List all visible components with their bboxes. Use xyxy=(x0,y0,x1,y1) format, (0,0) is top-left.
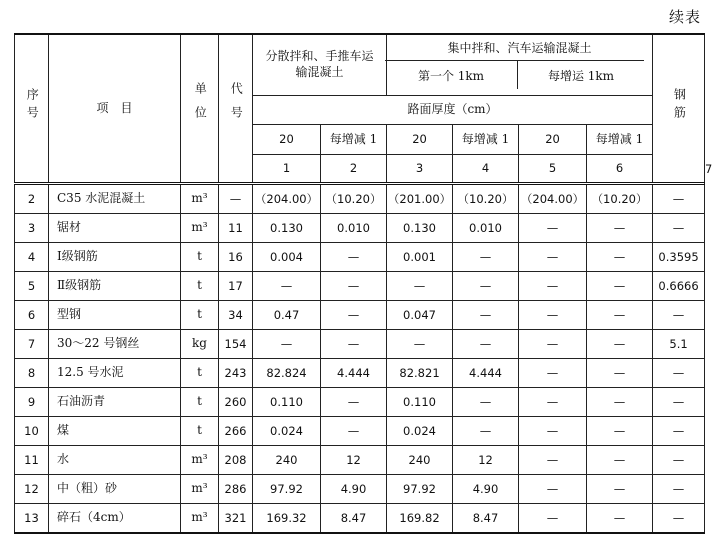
cell-unit: t xyxy=(181,359,219,388)
cell-unit: t xyxy=(181,301,219,330)
cell-c3: 0.047 xyxy=(387,301,453,330)
cell-c7: — xyxy=(653,184,705,214)
cell-c6: — xyxy=(587,359,653,388)
table-row xyxy=(15,475,705,504)
cell-c4: 8.47 xyxy=(453,504,519,534)
cell-name: 碎石（4cm） xyxy=(49,504,181,534)
cell-c4: — xyxy=(453,272,519,301)
cell-c2: 4.444 xyxy=(321,359,387,388)
cell-code: 154 xyxy=(219,330,253,359)
cell-c4: — xyxy=(453,301,519,330)
thick-col-5: 20 xyxy=(519,125,587,155)
cell-c3: 97.92 xyxy=(387,475,453,504)
header-group-a: 分散拌和、手推车运输混凝土 xyxy=(253,34,387,96)
cell-c7: — xyxy=(653,359,705,388)
cell-c7: 0.3595 xyxy=(653,243,705,272)
col-num-6: 6 xyxy=(587,155,653,184)
table-body xyxy=(15,184,705,534)
table-row xyxy=(15,359,705,388)
cell-c4: — xyxy=(453,388,519,417)
cell-seq: 11 xyxy=(15,446,49,475)
cell-c6: — xyxy=(587,330,653,359)
cell-code: 16 xyxy=(219,243,253,272)
header-unit: 单位 xyxy=(181,34,219,184)
cell-c1: — xyxy=(253,330,321,359)
cell-seq: 8 xyxy=(15,359,49,388)
cell-c1: 97.92 xyxy=(253,475,321,504)
cell-c6: — xyxy=(587,388,653,417)
cell-code: 34 xyxy=(219,301,253,330)
cell-seq: 6 xyxy=(15,301,49,330)
cell-c7: 0.6666 xyxy=(653,272,705,301)
cell-c6: — xyxy=(587,243,653,272)
table-row xyxy=(15,301,705,330)
header-seq: 序号 xyxy=(15,34,49,184)
cell-unit: t xyxy=(181,272,219,301)
cell-c5: （204.00） xyxy=(519,184,587,214)
col-num-5: 5 xyxy=(519,155,587,184)
cell-c5: — xyxy=(519,359,587,388)
cell-seq: 10 xyxy=(15,417,49,446)
cell-code: 286 xyxy=(219,475,253,504)
cell-seq: 5 xyxy=(15,272,49,301)
cell-seq: 12 xyxy=(15,475,49,504)
cell-seq: 4 xyxy=(15,243,49,272)
cell-name: C35 水泥混凝土 xyxy=(49,184,181,214)
cell-unit: m³ xyxy=(181,446,219,475)
cell-c5: — xyxy=(519,504,587,534)
thick-col-1: 20 xyxy=(253,125,321,155)
cell-c4: 12 xyxy=(453,446,519,475)
table-row xyxy=(15,184,705,214)
cell-c5: — xyxy=(519,417,587,446)
cell-c4: 4.90 xyxy=(453,475,519,504)
quota-table: 序号 项 目 单位 代号 分散拌和、手推车运输混凝土 集中拌和、汽车运输混凝土 钢筋 路面厚度（cm） 20 每增减 1 20 每增减 1 20 每增减 1 1 2 3 4 5 6 7 2 C35 水泥混凝土 m³ — （204.00） （10.20） （201.00） （10.20） （204.00） （10.20） — 3 锯材 m³ 11 0.130 0.010 0.130 0.010 — — — 4 Ⅰ级钢筋 t 16 0.004 — 0.001 — — — 0.3595 5 Ⅱ级钢筋 t 17 — — — — — — 0.6666 6 型钢 t 34 0.47 — 0.047 — — — — 7 30～22 号钢丝 kg 154 — — — — — — 5.1 8 12.5 号水泥 t 243 82.824 4.444 82.821 4.444 — — — 9 石油沥青 t 260 0.110 — 0.110 — — — — 10 煤 t 266 0.024 — 0.024 — — — — 11 水 m³ 208 240 12 240 12 — — — 12 中（粗）砂 m³ 286 97.92 4.90 97.92 4.90 — — — 13 碎石（4cm） m³ 321 169.32 8.47 169.82 8.47 — — — xyxy=(14,33,705,534)
cell-c2: — xyxy=(321,417,387,446)
cell-unit: m³ xyxy=(181,214,219,243)
thick-col-6: 每增减 1 xyxy=(587,125,653,155)
cell-c2: （10.20） xyxy=(321,184,387,214)
cell-c7: — xyxy=(653,417,705,446)
cell-c3: — xyxy=(387,330,453,359)
cell-c3: 0.001 xyxy=(387,243,453,272)
cell-c3: （201.00） xyxy=(387,184,453,214)
cell-c1: 169.32 xyxy=(253,504,321,534)
table-row xyxy=(15,417,705,446)
cell-c2: — xyxy=(321,330,387,359)
table-row xyxy=(15,214,705,243)
cell-c5: — xyxy=(519,475,587,504)
cell-c6: — xyxy=(587,475,653,504)
cell-c5: — xyxy=(519,272,587,301)
cell-name: 石油沥青 xyxy=(49,388,181,417)
sub-first-km: 第一个 1km xyxy=(385,61,518,89)
cell-c2: 4.90 xyxy=(321,475,387,504)
cell-c5: — xyxy=(519,446,587,475)
cell-seq: 7 xyxy=(15,330,49,359)
cell-c1: （204.00） xyxy=(253,184,321,214)
cell-code: 260 xyxy=(219,388,253,417)
thick-col-4: 每增减 1 xyxy=(453,125,519,155)
cell-code: 243 xyxy=(219,359,253,388)
cell-name: 12.5 号水泥 xyxy=(49,359,181,388)
cell-unit: m³ xyxy=(181,475,219,504)
cell-c7: 5.1 xyxy=(653,330,705,359)
cell-code: 266 xyxy=(219,417,253,446)
cell-name: 型钢 xyxy=(49,301,181,330)
header-group-b: 集中拌和、汽车运输混凝土 xyxy=(387,34,653,96)
cell-seq: 3 xyxy=(15,214,49,243)
cell-c1: 0.110 xyxy=(253,388,321,417)
cell-c4: — xyxy=(453,330,519,359)
cell-c6: — xyxy=(587,446,653,475)
cell-code: 321 xyxy=(219,504,253,534)
cell-name: 锯材 xyxy=(49,214,181,243)
table-row xyxy=(15,330,705,359)
cell-c3: 169.82 xyxy=(387,504,453,534)
cell-c1: 0.004 xyxy=(253,243,321,272)
cell-unit: m³ xyxy=(181,504,219,534)
cell-unit: t xyxy=(181,417,219,446)
sub-each-km: 每增运 1km xyxy=(547,68,615,83)
cell-name: 煤 xyxy=(49,417,181,446)
cell-c5: — xyxy=(519,388,587,417)
cell-c2: — xyxy=(321,301,387,330)
cell-c6: — xyxy=(587,272,653,301)
cell-c3: — xyxy=(387,272,453,301)
cell-code: 11 xyxy=(219,214,253,243)
cell-name: 30～22 号钢丝 xyxy=(49,330,181,359)
cell-c6: — xyxy=(587,301,653,330)
col-num-1: 1 xyxy=(253,155,321,184)
cell-seq: 2 xyxy=(15,184,49,214)
cell-c4: 4.444 xyxy=(453,359,519,388)
cell-c2: 8.47 xyxy=(321,504,387,534)
cell-c7: — xyxy=(653,214,705,243)
cell-seq: 13 xyxy=(15,504,49,534)
cell-c4: — xyxy=(453,417,519,446)
cell-unit: t xyxy=(181,243,219,272)
cell-c7: — xyxy=(653,388,705,417)
col-num-3: 3 xyxy=(387,155,453,184)
cell-c3: 0.130 xyxy=(387,214,453,243)
cell-c2: — xyxy=(321,388,387,417)
cell-c4: — xyxy=(453,243,519,272)
col-num-4: 4 xyxy=(453,155,519,184)
col-num-2: 2 xyxy=(321,155,387,184)
header-code: 代号 xyxy=(219,34,253,184)
cell-c1: 0.47 xyxy=(253,301,321,330)
header-thickness: 路面厚度（cm） xyxy=(253,96,653,125)
thick-col-2: 每增减 1 xyxy=(321,125,387,155)
cell-unit: kg xyxy=(181,330,219,359)
cell-c4: 0.010 xyxy=(453,214,519,243)
cell-c7: — xyxy=(653,504,705,534)
cell-c1: 0.130 xyxy=(253,214,321,243)
cell-name: Ⅱ级钢筋 xyxy=(49,272,181,301)
table-row xyxy=(15,446,705,475)
header-item: 项 目 xyxy=(49,34,181,184)
cell-c6: （10.20） xyxy=(587,184,653,214)
cell-c3: 240 xyxy=(387,446,453,475)
cell-unit: m³ xyxy=(181,184,219,214)
cell-name: Ⅰ级钢筋 xyxy=(49,243,181,272)
cell-c2: — xyxy=(321,272,387,301)
header-rebar: 钢筋 xyxy=(653,34,705,184)
cell-c5: — xyxy=(519,301,587,330)
table-row xyxy=(15,272,705,301)
cell-c6: — xyxy=(587,417,653,446)
cell-name: 中（粗）砂 xyxy=(49,475,181,504)
cell-c2: 0.010 xyxy=(321,214,387,243)
cell-code: — xyxy=(219,184,253,214)
table-row xyxy=(15,388,705,417)
table-row xyxy=(15,243,705,272)
cell-c4: （10.20） xyxy=(453,184,519,214)
cell-c1: 240 xyxy=(253,446,321,475)
cell-seq: 9 xyxy=(15,388,49,417)
cell-c3: 82.821 xyxy=(387,359,453,388)
thick-col-3: 20 xyxy=(387,125,453,155)
group-b-subheader xyxy=(385,60,644,89)
cell-c5: — xyxy=(519,330,587,359)
cell-c6: — xyxy=(587,214,653,243)
cell-c2: — xyxy=(321,243,387,272)
cell-c5: — xyxy=(519,243,587,272)
cell-c5: — xyxy=(519,214,587,243)
cell-unit: t xyxy=(181,388,219,417)
table-continued-caption: 续表 xyxy=(668,8,701,26)
cell-c1: 82.824 xyxy=(253,359,321,388)
cell-c7: — xyxy=(653,301,705,330)
cell-c3: 0.024 xyxy=(387,417,453,446)
cell-c1: — xyxy=(253,272,321,301)
cell-c7: — xyxy=(653,475,705,504)
cell-code: 208 xyxy=(219,446,253,475)
cell-c1: 0.024 xyxy=(253,417,321,446)
cell-c6: — xyxy=(587,504,653,534)
cell-c7: — xyxy=(653,446,705,475)
cell-c2: 12 xyxy=(321,446,387,475)
cell-name: 水 xyxy=(49,446,181,475)
cell-c3: 0.110 xyxy=(387,388,453,417)
cell-code: 17 xyxy=(219,272,253,301)
